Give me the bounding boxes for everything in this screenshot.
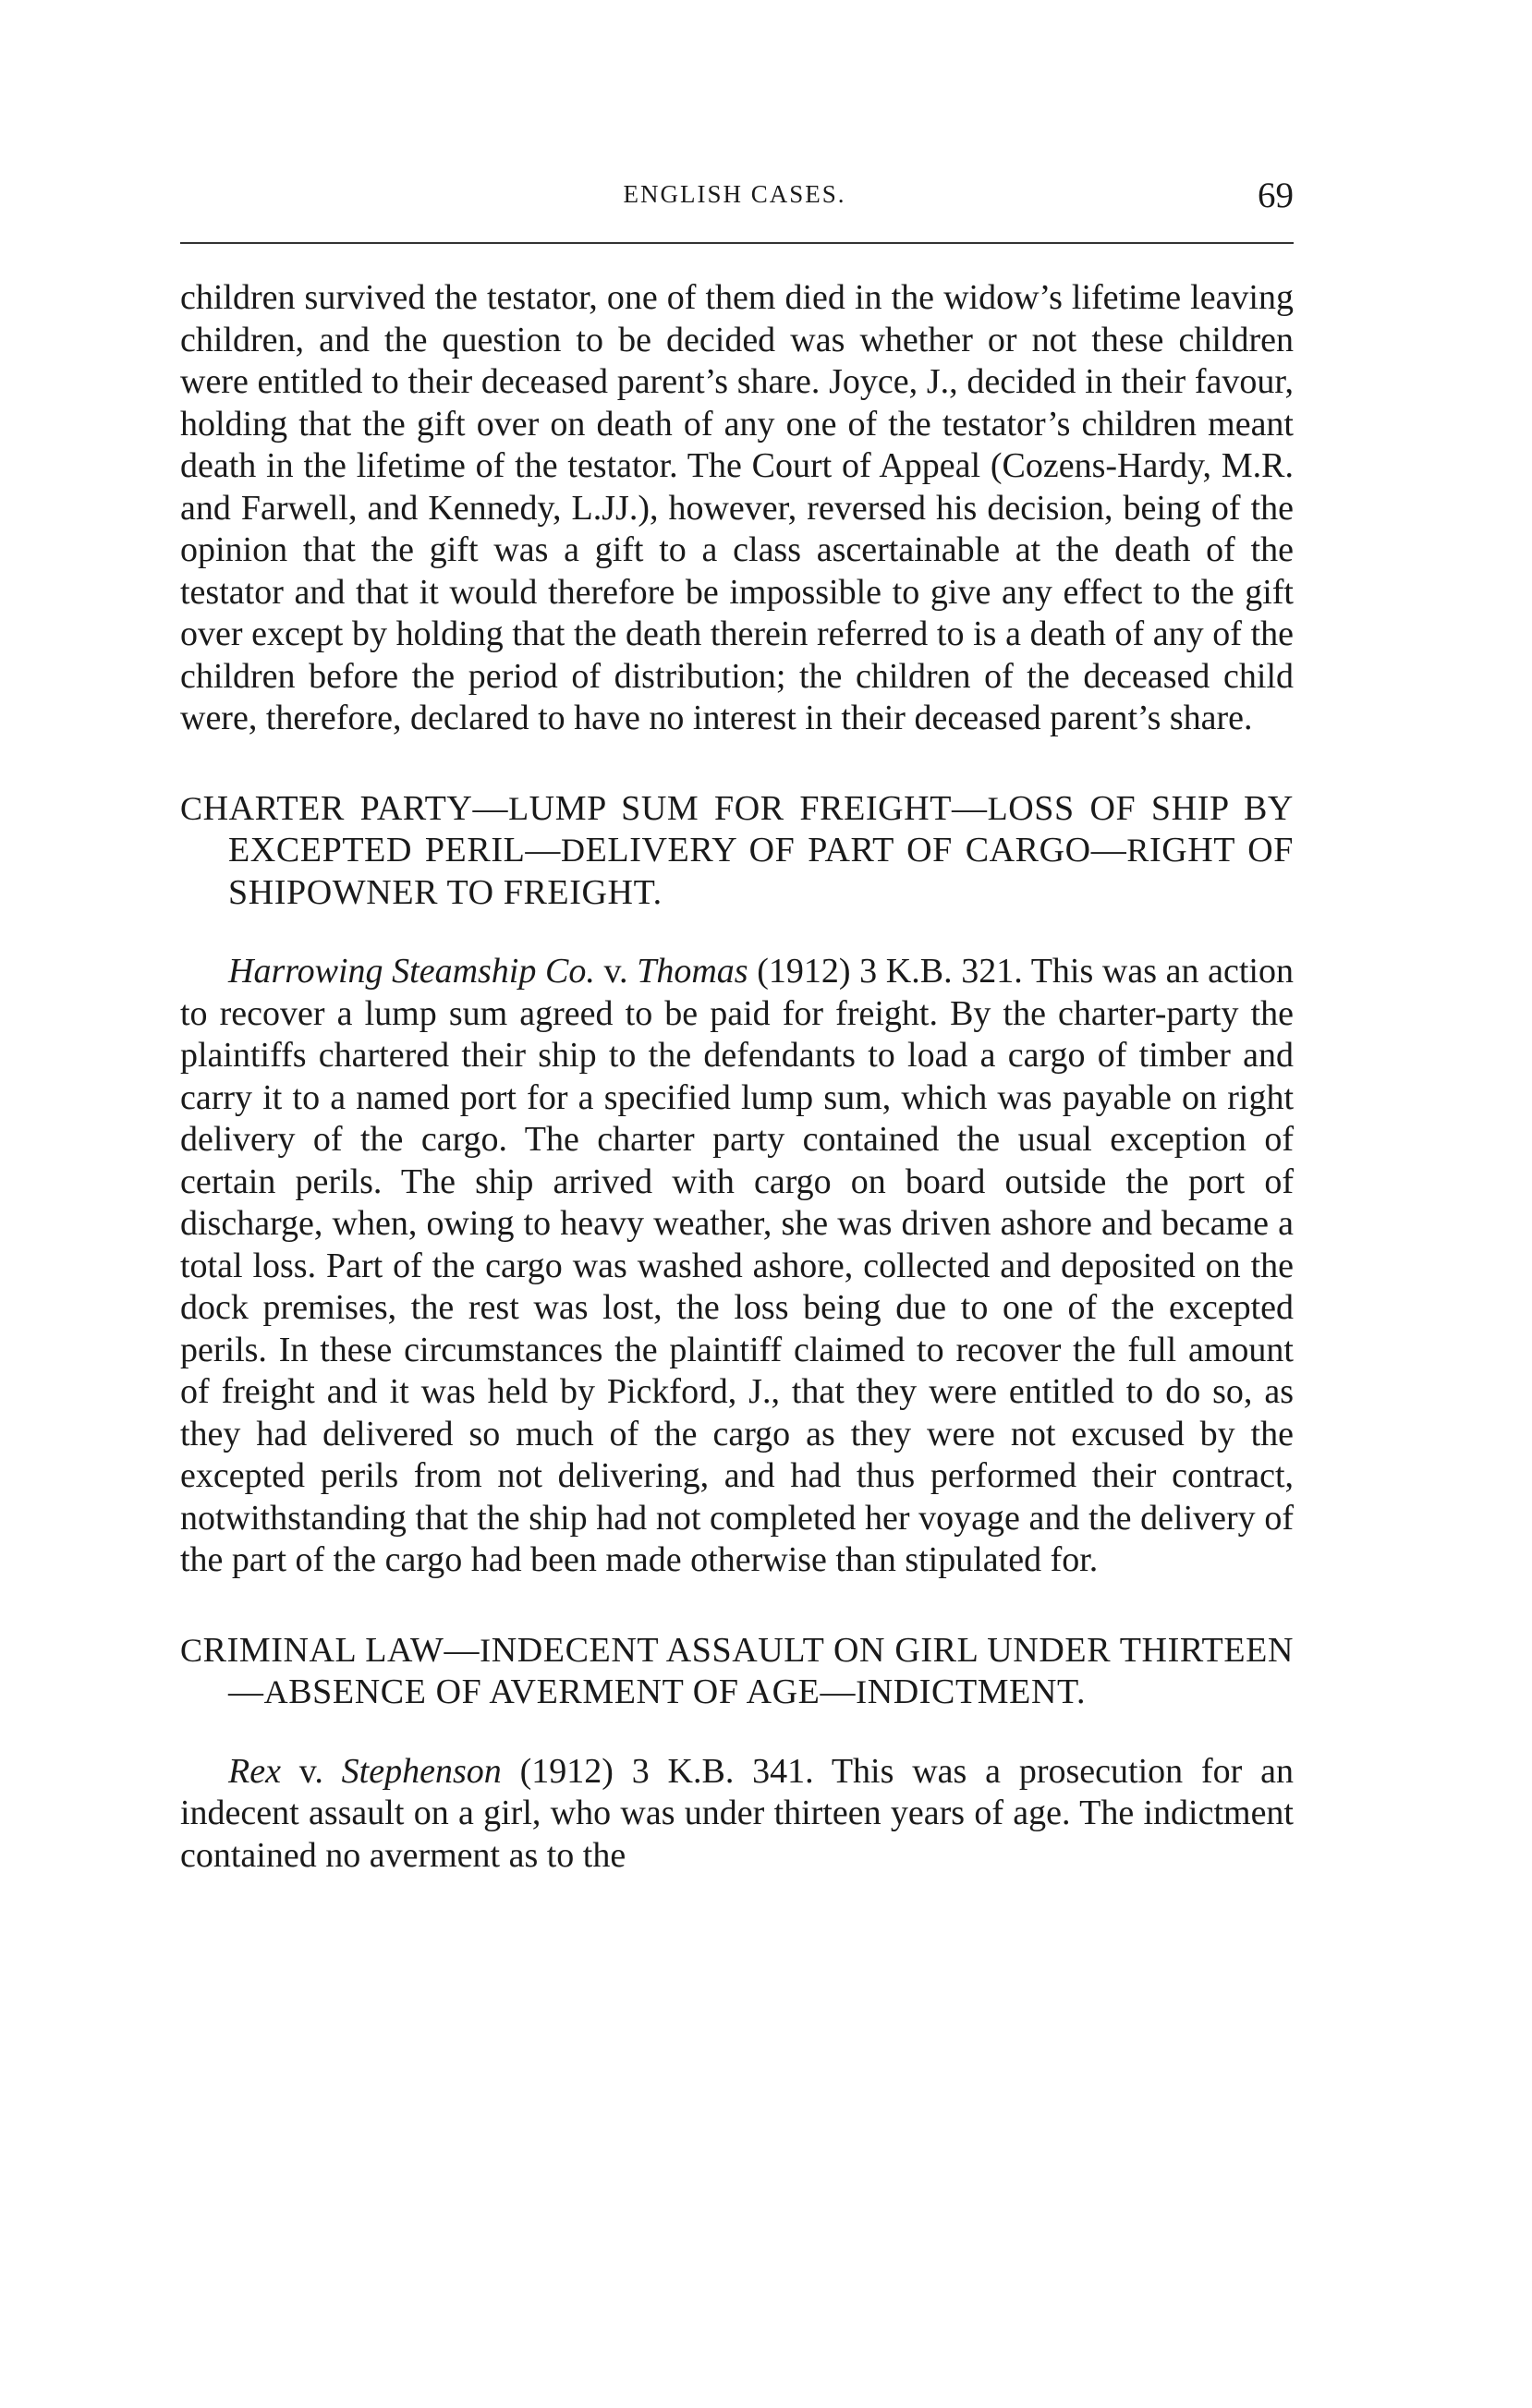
section-heading-charter-party: CHARTER PARTY—LUMP SUM FOR FREIGHT—LOSS OF SHIP BY EXCEPTED PERIL—DELIVERY OF PART OF CARGO—RIGHT OF SHIPOWNER TO FREIGHT.: [180, 788, 1295, 912]
citation: (1912) 3 K.B. 321.: [748, 952, 1023, 991]
case-text: This was an action to recover a lump sum agreed to be paid for freight. By the charter-party the plaintiffs chartered their ship to the defendants to load a cargo of timber and carry it to a named port for a specified lump sum, which was payable on right delivery of the cargo. The charter party contained the usual exception of certain perils. The ship arrived with cargo on board outside the port of discharge, when, owing to heavy weather, she was driven ashore and became a total loss. Part of the cargo was washed ashore, collected and deposited on the dock premises, the rest was lost, the loss being due to one of the excepted perils. In these circumstances the plaintiff claimed to recover the full amount of freight and it was held by Pickford, J., that they were entitled to do so, as they had delivered so much of the cargo as they were not excused by the excepted perils from not delivering, and had thus performed their contract, notwithstanding that the ship had not completed her voyage and the delivery of the part of the cargo had been made otherwise than stipulated for.: [180, 952, 1294, 1579]
running-header: [180, 176, 1294, 236]
case-party: Thomas: [637, 952, 748, 991]
case-name: Rex: [228, 1751, 281, 1791]
page-number: 69: [1258, 176, 1294, 215]
paragraph-continued: children survived the testator, one of them died in the widow’s lifetime leaving children, and the question to be decided was whether or not these children were entitled to their deceased parent’s share. Joyce, J., decided in their favour, holding that the gift over on death of any one of the testator’s children meant death in the lifetime of the testator. The Court of Appeal (Cozens-Hardy, M.R. and Farwell, and Kennedy, L.JJ.), however, reversed his decision, being of the opinion that the gift was a gift to a class ascertainable at the death of the testator and that it would therefore be impossible to give any effect to the gift over except by holding that the death therein referred to is a death of any of the children before the period of distribution; the children of the deceased child were, therefore, declared to have no interest in their deceased parent’s share.: [180, 278, 1294, 737]
body-text: [180, 277, 1294, 1877]
case-name: Harrowing Steamship Co.: [228, 952, 595, 991]
header-rule: [180, 242, 1294, 244]
case-party: Stephenson: [341, 1751, 502, 1791]
citation: (1912) 3 K.B. 341.: [501, 1751, 814, 1791]
running-title: ENGLISH CASES.: [623, 180, 846, 208]
case-paragraph-stephenson: Rex v. Stephenson (1912) 3 K.B. 341. This was a prosecution for an indecent assault on a girl, who was under thirteen years of age. The indictment contained no averment as to the: [180, 1751, 1294, 1875]
case-paragraph-harrowing: Harrowing Steamship Co. v. Thomas (1912) 3 K.B. 321. This was an action to recover a lump sum agreed to be paid for freight. By the charter-party the plaintiffs chartered their ship to the defendants to load a cargo of timber and carry it to a named port for a specified lump sum, which was payable on right delivery of the cargo. The charter party contained the usual exception of certain perils. The ship arrived with cargo on board outside the port of discharge, when, owing to heavy weather, she was driven ashore and became a total loss. Part of the cargo was washed ashore, collected and deposited on the dock premises, the rest was lost, the loss being due to one of the excepted perils. In these circumstances the plaintiff claimed to recover the full amount of freight and it was held by Pickford, J., that they were entitled to do so, as they had delivered so much of the cargo as they were not excused by the excepted perils from not delivering, and had thus performed their contract, notwithstanding that the ship had not completed her voyage and the delivery of the part of the cargo had been made otherwise than stipulated for.: [180, 952, 1294, 1579]
section-heading-criminal-law: CRIMINAL LAW—INDECENT ASSAULT ON GIRL UNDER THIRTEEN—ABSENCE OF AVERMENT OF AGE—INDICTMENT.: [180, 1630, 1294, 1711]
case-text: This was a prosecution for an indecent assault on a girl, who was under thirteen years of age. The indictment contained no averment as to the: [180, 1751, 1294, 1875]
